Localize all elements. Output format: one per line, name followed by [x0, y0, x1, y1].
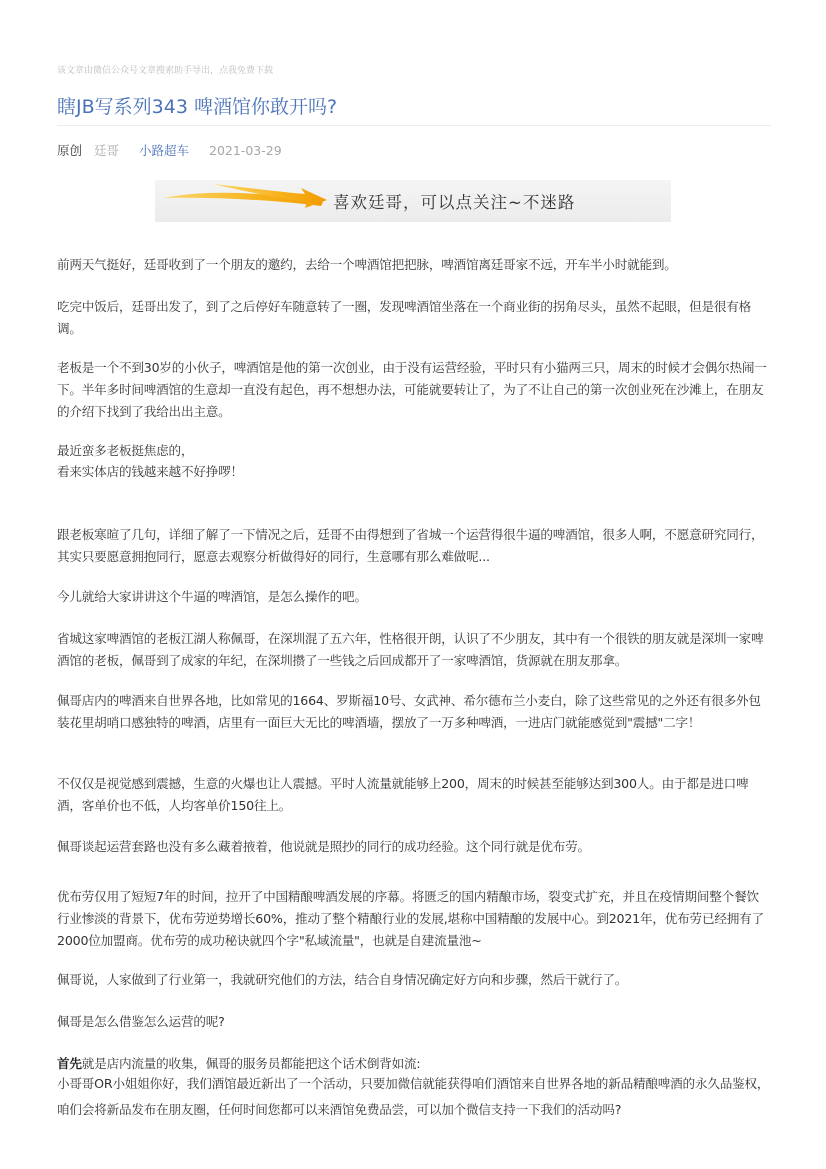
paragraph-5: 看来实体店的钱越来越不好挣啰！ [57, 464, 243, 479]
paragraph-12: 优布劳仅用了短短7年的时间，拉开了中国精酿啤酒发展的序幕。将匮乏的国内精酿市场，裂变式扩充，并且在疫情期间整个餐饮行业惨淡的背景下，优布劳逆势增长60%，推动了整个精酿行业的发展,堪称中国精酿的发展中心。到2021年，优布劳已经拥有了2000位加盟商。优布劳的成功秘诀就四个字"私域流量"，也就是自建流量池~ [57, 889, 764, 948]
paragraph-6: 跟老板寒暄了几句，详细了解了一下情况之后，廷哥不由得想到了省城一个运营得很牛逼的啤酒馆，很多人啊，不愿意研究同行，其实只要愿意拥抱同行，愿意去观察分析做得好的同行，生意哪有那么难做呢... [57, 527, 764, 564]
paragraph-3: 老板是一个不到30岁的小伙子，啤酒馆是他的第一次创业，由于没有运营经验，平时只有小猫两三只，周末的时候才会偶尔热闹一下。半年多时间啤酒馆的生意却一直没有起色，再不想想办法，可能就要转让了，为了不让自己的第一次创业死在沙滩上，在朋友的介绍下找到了我给出出主意。 [57, 360, 767, 419]
article-title: 瞎JB写系列343 啤酒馆你敢开吗? [57, 96, 338, 118]
title-divider [57, 125, 771, 126]
paragraph-7: 今儿就给大家讲讲这个牛逼的啤酒馆，是怎么操作的吧。 [57, 589, 367, 604]
original-label: 原创 [57, 143, 83, 158]
paragraph-1: 前两天气挺好，廷哥收到了一个朋友的邀约，去给一个啤酒馆把把脉，啤酒馆离廷哥家不远，开车半小时就能到。 [57, 257, 677, 272]
paragraph-14: 佩哥是怎么借鉴怎么运营的呢? [57, 1014, 225, 1029]
paragraph-11: 佩哥谈起运营套路也没有多么藏着掖着，他说就是照抄的同行的成功经验。这个同行就是优布劳。 [57, 839, 590, 854]
article-meta [57, 141, 282, 159]
paragraph-9: 佩哥店内的啤酒来自世界各地，比如常见的1664、罗斯福10号、女武神、希尔德布兰小麦白，除了这些常见的之外还有很多外包装花里胡哨口感独特的啤酒，店里有一面巨大无比的啤酒墙，摆放了一万多种啤酒，一进店门就能感觉到"震撼"二字！ [57, 693, 761, 730]
bold-lead: 首先 [57, 1056, 82, 1071]
paragraph-15-text: 就是店内流量的收集，佩哥的服务员都能把这个话术倒背如流: [81, 1056, 421, 1071]
paragraph-10: 不仅仅是视觉感到震撼，生意的火爆也让人震撼。平时人流量就能够上200，周末的时候甚至能够达到300人。由于都是进口啤酒，客单价也不低，人均客单价150往上。 [57, 776, 749, 813]
paragraph-2: 吃完中饭后，廷哥出发了，到了之后停好车随意转了一圈，发现啤酒馆坐落在一个商业街的拐角尽头，虽然不起眼，但是很有格调。 [57, 299, 752, 336]
paragraph-13: 佩哥说，人家做到了行业第一，我就研究他们的方法，结合自身情况确定好方向和步骤，然后干就行了。 [57, 972, 628, 987]
banner-text: 喜欢廷哥，可以点关注~不迷路 [333, 193, 576, 212]
paragraph-8: 省城这家啤酒馆的老板江湖人称佩哥，在深圳混了五六年，性格很开朗，认识了不少朋友，其中有一个很铁的朋友就是深圳一家啤酒馆的老板，佩哥到了成家的年纪，在深圳攒了一些钱之后回成都开了一家啤酒馆，货源就在朋友那拿。 [57, 631, 764, 668]
paragraph-16: 小哥哥OR小姐姐你好，我们酒馆最近新出了一个活动，只要加微信就能获得咱们酒馆来自世界各地的新品精酿啤酒的永久品鉴权，咱们会将新品发布在朋友圈，任何时间您都可以来酒馆免费品尝，可以加个微信支持一下我们的活动吗? [57, 1076, 770, 1117]
export-notice-link[interactable]: 该文章由微信公众号文章搜索助手导出，点我免费下载 [57, 66, 274, 76]
publish-date: 2021-03-29 [209, 143, 282, 158]
follow-banner [155, 180, 671, 222]
paragraph-4: 最近蛮多老板挺焦虑的， [57, 443, 194, 458]
account-link[interactable]: 小路超车 [139, 143, 190, 158]
author-name: 廷哥 [94, 143, 120, 158]
